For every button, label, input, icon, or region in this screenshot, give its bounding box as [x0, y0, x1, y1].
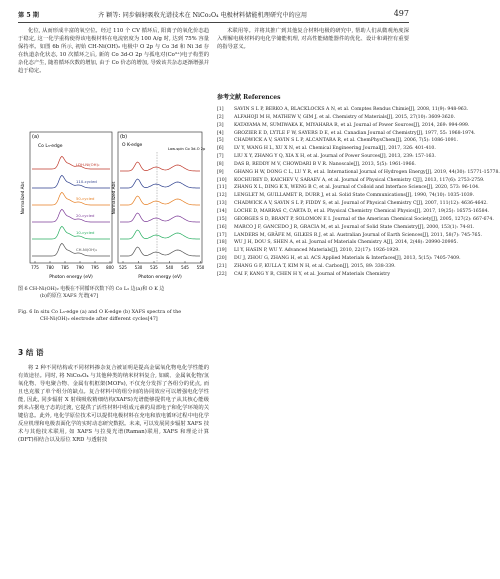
reference-number: [6]: [217, 146, 224, 152]
reference-item: [217, 184, 480, 192]
reference-item: [217, 153, 436, 161]
panel-b-annotation-lowspin: Low-spin Co 3d-O 2p: [168, 147, 206, 151]
reference-item: [217, 177, 485, 185]
reference-item: [217, 106, 469, 114]
reference-number: [5]: [217, 138, 224, 144]
reference-number: [22]: [217, 271, 227, 277]
panel-b-annotation: O K-edge: [122, 143, 143, 148]
figure-6: [18, 128, 209, 280]
conclusion-text: [18, 364, 209, 444]
reference-text: LV Y, WANG H L, XU X N, et al. Chemical Engineering Journal[J], 2017, 326: 401-410.: [234, 146, 436, 152]
reference-number: [10]: [217, 177, 227, 183]
panel-a-frame: [30, 132, 112, 263]
reference-number: [20]: [217, 256, 227, 262]
reference-number: [4]: [217, 130, 224, 136]
reference-item: [217, 122, 470, 130]
reference-number: [21]: [217, 263, 227, 269]
reference-text: LI Y, HASIN P, WU Y. Advanced Materials[J], 2010, 22(17): 1926-1929.: [234, 248, 400, 254]
reference-item: [217, 200, 488, 208]
reference-text: CHADWICK A V, SAVIN S L P, FIDDY S, et al. Journal of Physical Chemistry C[J], 2007, 111(12): 4636-4642.: [234, 201, 488, 207]
reference-text: DAS B, REDDY M V, CHOWDARI B V R. Nanoscale[J], 2013, 5(5): 1961-1966.: [234, 161, 416, 167]
issue-number: 第 5 期: [18, 12, 39, 19]
reference-number: [3]: [217, 122, 224, 128]
reference-number: [19]: [217, 248, 227, 254]
curve-label: 110-cycled: [76, 179, 97, 184]
panel-a-xlabel: Photon energy (eV): [49, 275, 93, 280]
reference-number: [16]: [217, 224, 227, 230]
body-paragraph: 化位, 从而形成丰富的氧空位。经过 110 个 CV 循环后, 阳离子的氧化价态趋于稳定, 这一化学重构使得该电极材料在电流密度为 100 A/g 时, 达到 75% 容量保持率。如图 6b 所示, 初始 CH-Ni(OH)₂ 电极中 O 2p 与 Co 3d 和 Ni 3d 存在轨道杂化状态, 10 次循环之后, 新的 Co 3d-O 2p 与孤电对(Co³⁺)电子构型的杂化态产生, 随着循环次数的增加, 由于 Co 价态的增加, 导致该共杂态逐渐增强并趋于稳定。: [18, 28, 209, 75]
panel-b-ticks: [119, 261, 205, 270]
x-tick-label: 545: [181, 265, 189, 270]
curve-label: 10-cycled: [76, 230, 95, 235]
reference-number: [8]: [217, 161, 224, 167]
caption-en-line-1: Fig. 6 In situ Co L₃-edge (a) and O K-edge (b) XAFS spectra of the: [18, 309, 182, 315]
x-tick-label: 525: [119, 265, 127, 270]
x-tick-label: 530: [134, 265, 143, 270]
curve-b-c10: [120, 230, 200, 239]
panel-a-ticks: [31, 261, 114, 270]
reference-number: [11]: [217, 185, 227, 191]
reference-item: [217, 271, 409, 279]
panel-b-xlabel: Photon energy (eV): [138, 275, 182, 280]
curve-a-c110: [32, 175, 110, 188]
curve-label: LDH-Ni(OH)₂: [76, 162, 100, 167]
curve-a-ch: [32, 243, 110, 256]
reference-item: [217, 247, 409, 255]
curve-b-ch: [120, 247, 200, 256]
reference-text: ZHANG G F, KULLA T, KIM N H, et al. Carbon[J], 2015, 89: 338-339.: [234, 263, 396, 269]
reference-text: GROZIER E D, LYTLE F W, SAYERS D E, et al. Canadian Journal of Chemistry[J], 1977, 55: 1968-1974.: [234, 130, 476, 136]
reference-text: LIU X Y, ZHANG Y Q, XIA X H, et al. Journal of Power Sources[J], 2013, 239: 157-163.: [234, 154, 436, 160]
reference-number: [14]: [217, 208, 227, 214]
reference-number: [1]: [217, 107, 224, 112]
reference-number: [15]: [217, 216, 227, 222]
right-paragraph: 术联用等。并将其推广到其他复合材料电极的研究中, 帮助人们从微观角度深入理解电极材料的电化学储能机理, 对高性能储能器件的优化、设计和调控有重要的指导意义。: [217, 28, 409, 51]
panel-b-curves: [120, 162, 200, 256]
caption-cn-line-1: 图 6 CH-Ni(OH)₂ 电极在不同循环次数下的 Co L₃ 边(a)和 O K 边: [18, 286, 165, 292]
section-heading-3: 3 结 语: [18, 348, 44, 357]
reference-item: [217, 161, 416, 169]
reference-number: [13]: [217, 201, 227, 207]
reference-text: KOCHUBEY D, KAICHEV V, SARAEV A, et al. Journal of Physical Chemistry C[J], 2013, 117(6): 2753-2759.: [234, 177, 485, 183]
reference-text: DU J, ZHOU G, ZHANG H, et al. ACS Applied Materials & Interfaces[J], 2013, 5(15): 7405-7409.: [234, 256, 461, 262]
curve-label: 20-cycled: [76, 213, 95, 218]
reference-text: ALFAHOJI M H, MATHEW V, GIM J, et al. Chemistry of Materials[J], 2015, 27(10): 3609-3620.: [234, 114, 456, 120]
reference-item: [217, 145, 436, 153]
reference-item: [217, 263, 409, 271]
reference-item: [217, 232, 482, 240]
reference-list: [217, 106, 500, 279]
reference-text: CHADWICK A V, SAVIN S L P, ALCANTARA R, et al. ChemPhysChem[J], 2006, 7(5): 1086-1091.: [234, 138, 458, 144]
reference-text: ZHANG X L, DING K X, WENG B C, et al. Journal of Colloid and Interface Science[J], 2020, 573: 96-104.: [234, 185, 480, 191]
reference-text: LENGLET M, GUILLAMET R, DURR J, et al. Solid State Communications[J], 1990, 74(10): 1035-1039.: [234, 193, 475, 199]
running-header: [18, 8, 409, 22]
reference-item: [217, 169, 500, 177]
reference-item: [217, 224, 475, 232]
curve-b-c20: [120, 213, 200, 222]
curve-label: 50-cycled: [76, 196, 95, 201]
reference-number: [12]: [217, 193, 227, 199]
curve-b-ldh: [120, 162, 200, 171]
x-tick-label: 800: [106, 265, 114, 270]
reference-text: GHANG H W, DONG C L, LU Y R, et al. International Journal of Hydrogen Energy[J], 2019, 44(30): 15771-15778.: [234, 169, 500, 175]
figure-caption-en: [18, 309, 209, 323]
curve-b-c50: [120, 196, 200, 205]
reference-text: LANDERS M, GRÄFE M, GILKES R J, et al. Australian Journal of Earth Sciences[J], 2011, 58(7): 745-765.: [234, 232, 482, 238]
references-heading: 参考文献 References: [217, 94, 281, 101]
conclusion-paragraph: 将 2 种不同结构或不同材料掺杂复合被证明是提高金属氧化物电化学性能的有效途径。同时, 将 NiCo₂O₄ 与其他种类的纳米材料复合, 如碳、金属氧化物/氢氧化物、导电聚合物、金属有机框架(MOFs), 不仅充分发挥了各组分的优点, 而且也克服了单个组分的缺点。复合材料中的组分间的协同效应可以增强电化学性能, 因此, 同步辐射 X 射线吸收精细结构(XAFS)光谱能够提供电子从其核心能级到未占据电子态的过渡, 它提供了活性材料中组成元素的局部电子和化学环境的关键信息。此外, 电化学原位技术可以提供电极材料在充电和放电循环过程中电化学反应机理和电极表面化学的实时动态研究数据。未来, 可以发展同步辐射 XAFS 技术与其他技术联用, 如 XAFS 与拉曼光谱(Raman)联用, XAFS 和理论计算(DFT)相结合以及原位 XRD 与透射技: [18, 365, 209, 444]
reference-number: [17]: [217, 232, 227, 238]
reference-item: [217, 130, 476, 138]
x-tick-label: 535: [150, 265, 158, 270]
reference-item: [217, 239, 458, 247]
panel-a-label: (a): [32, 134, 39, 140]
x-tick-label: 550: [196, 265, 205, 270]
curve-a-c20: [32, 209, 110, 222]
reference-number: [9]: [217, 169, 224, 175]
reference-item: [217, 255, 461, 263]
panel-a-ylabel: Normalized Abs: [20, 181, 25, 215]
right-column-text: [217, 27, 409, 51]
caption-en-line-2: CH-Ni(OH)₂ electrode after different cycles[47]: [40, 315, 158, 322]
reference-number: [2]: [217, 114, 224, 120]
reference-item: [217, 137, 458, 145]
reference-number: [7]: [217, 154, 224, 160]
curve-a-c10: [32, 226, 110, 239]
curve-a-c50: [32, 192, 110, 205]
page-number: 497: [393, 9, 409, 18]
reference-item: [217, 216, 494, 224]
reference-text: WU J H, DOU S, SHEN A, et al. Journal of Materials Chemistry A[J], 2014, 2(48): 20990-20995.: [234, 240, 458, 246]
panel-b-frame: [118, 132, 202, 263]
reference-text: GEORGES S D, BRANT P, SOLOMON E I. Journal of the American Chemical Society[J], 2005, 127(2): 667-674.: [234, 216, 494, 222]
x-tick-label: 785: [61, 265, 69, 270]
curve-label: CH-Ni(OH)₂: [76, 247, 98, 252]
left-column-text: [18, 27, 209, 75]
x-tick-label: 775: [31, 265, 39, 270]
reference-item: [217, 192, 475, 200]
reference-text: MARCO J F, GANCEDO J R, GRACIA M, et al. Journal of Solid State Chemistry[J], 2000, 153(1): 74-81.: [234, 224, 475, 230]
curve-b-c110: [120, 179, 200, 188]
reference-text: SAVIN S L P, BERKO A, BLACKLOCKS A N, et al. Comptes Rendus Chimie[J], 2008, 11(9): 948-963.: [234, 107, 469, 112]
reference-text: KATAYAMA M, SUMIWAKA K, MIYAHARA R, et al. Journal of Power Sources[J], 2014, 269: 994-999.: [234, 122, 470, 128]
reference-number: [18]: [217, 240, 227, 246]
x-tick-label: 795: [91, 265, 99, 270]
caption-cn-line-2: (b)的原位 XAFS 光谱[47]: [40, 292, 99, 299]
x-tick-label: 540: [165, 265, 174, 270]
reference-item: [217, 208, 490, 216]
panel-a-annotation: Co L₃-edge: [38, 144, 63, 149]
reference-text: LOCHE D, MARRAS C, CARTA D, et al. Physical Chemistry Chemical Physics[J], 2017, 19(25): 16575-16584.: [234, 208, 490, 214]
x-tick-label: 780: [46, 265, 54, 270]
panel-b-label: (b): [120, 134, 128, 140]
header-rule: [18, 22, 409, 23]
reference-text: CAI F, KANG Y R, CHEN H Y, et al. Journal of Materials Chemistry: [234, 271, 391, 277]
x-tick-label: 790: [76, 265, 84, 270]
panel-b-ylabel: Normalized Abs: [111, 181, 116, 215]
panel-a-curves: [32, 156, 110, 256]
running-title: 齐 颖等: 同步辐射吸收光谱技术在 NiCo₂O₄ 电极材料储能机理研究中的应用: [98, 12, 308, 19]
figure-caption-cn: [18, 286, 209, 300]
reference-item: [217, 114, 456, 122]
